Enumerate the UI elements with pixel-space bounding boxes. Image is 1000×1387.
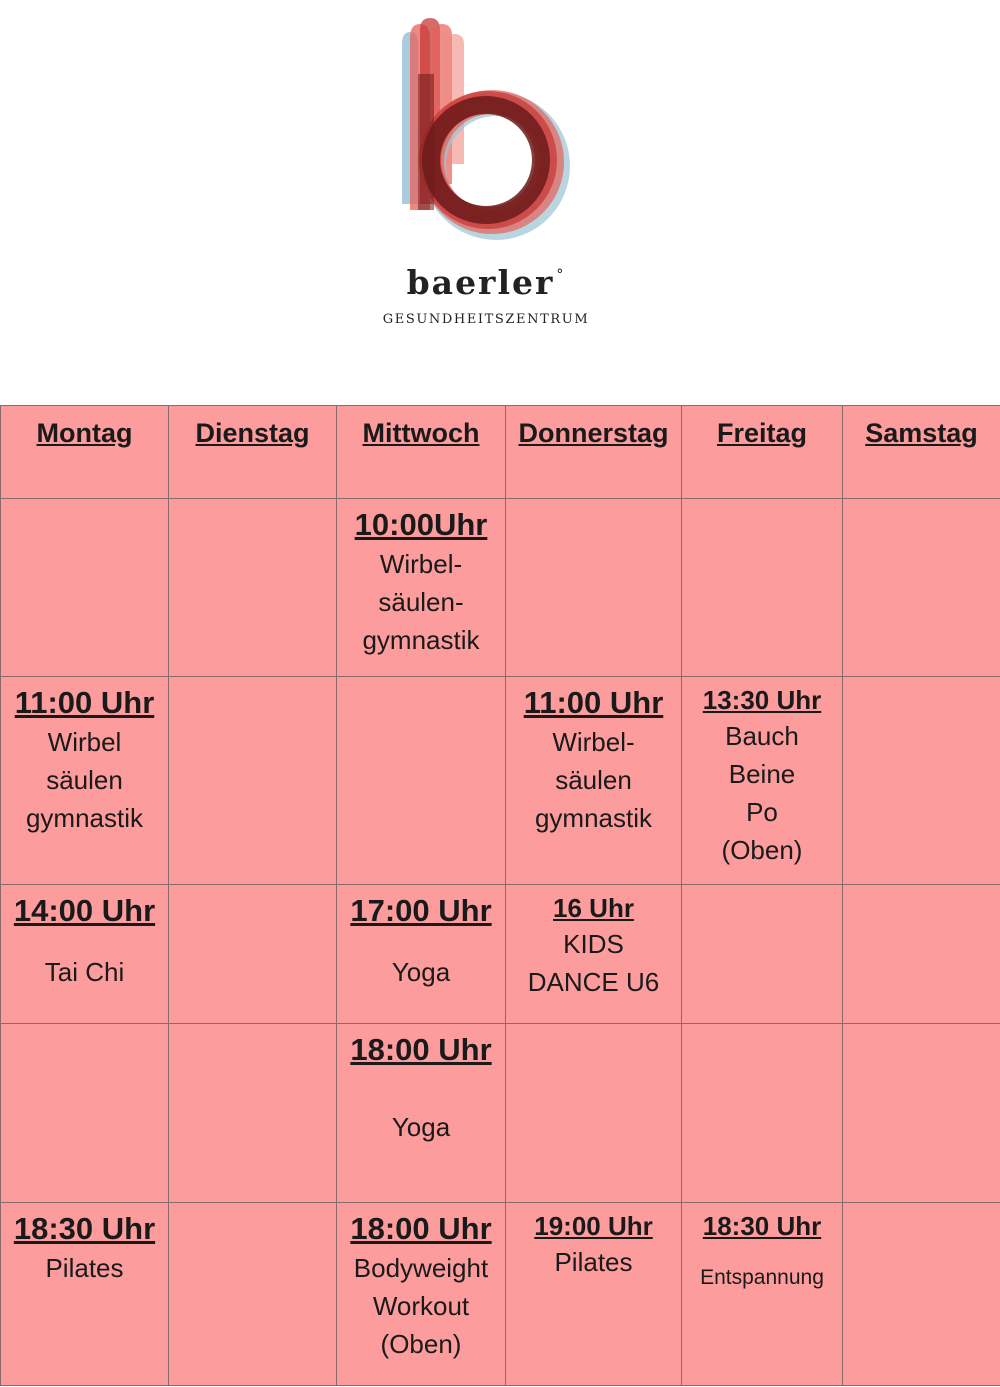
class-time: 11:00 Uhr — [14, 685, 155, 720]
schedule-cell-freitag — [682, 1203, 843, 1386]
brand-wordmark — [0, 263, 972, 302]
schedule-cell-dienstag — [169, 1024, 337, 1203]
class-name: Tai Chi — [44, 957, 125, 987]
b-ring-logo-icon — [388, 14, 574, 248]
class-time: 18:30 Uhr — [13, 1211, 156, 1246]
schedule-cell-mittwoch — [337, 1203, 506, 1386]
schedule-cell-montag — [1, 1024, 169, 1203]
schedule-cell-samstag — [843, 1024, 1000, 1203]
schedule-cell-freitag — [682, 499, 843, 677]
schedule-cell-mittwoch — [337, 885, 506, 1024]
class-name: Yoga — [391, 957, 451, 987]
schedule-cell-samstag — [843, 677, 1000, 885]
class-time: 16 Uhr — [553, 893, 634, 923]
day-header-mittwoch: Mittwoch — [337, 406, 506, 499]
day-header-samstag: Samstag — [843, 406, 1000, 499]
schedule-cell-dienstag — [169, 885, 337, 1024]
schedule-cell-donnerstag — [506, 885, 682, 1024]
day-header-montag: Montag — [1, 406, 169, 499]
schedule-cell-mittwoch — [337, 1024, 506, 1203]
schedule-cell-montag — [1, 499, 169, 677]
class-name: KIDS DANCE U6 — [527, 929, 660, 997]
schedule-cell-montag — [1, 1203, 169, 1386]
class-time: 10:00Uhr — [354, 507, 488, 542]
class-name: Wirbel- säulen- gymnastik — [362, 549, 480, 655]
schedule-cell-mittwoch — [337, 499, 506, 677]
schedule-cell-donnerstag — [506, 1203, 682, 1386]
class-name: Pilates — [554, 1247, 633, 1277]
schedule-row — [1, 1024, 1000, 1203]
day-header-freitag: Freitag — [682, 406, 843, 499]
schedule-cell-samstag — [843, 1203, 1000, 1386]
day-header-row — [1, 406, 1000, 499]
class-name: Pilates — [45, 1253, 124, 1283]
schedule-cell-dienstag — [169, 677, 337, 885]
schedule-cell-freitag — [682, 885, 843, 1024]
class-name: Bauch Beine Po (Oben) — [721, 721, 803, 865]
day-header-dienstag: Dienstag — [169, 406, 337, 499]
class-name: Wirbel säulen gymnastik — [25, 727, 144, 833]
schedule-cell-dienstag — [169, 499, 337, 677]
class-name: Wirbel- säulen gymnastik — [534, 727, 653, 833]
class-time: 18:00 Uhr — [350, 1032, 492, 1067]
schedule-cell-freitag — [682, 677, 843, 885]
schedule-cell-dienstag — [169, 1203, 337, 1386]
schedule-cell-mittwoch — [337, 677, 506, 885]
class-name: Entspannung — [700, 1266, 824, 1289]
schedule-row — [1, 1203, 1000, 1386]
schedule-cell-montag — [1, 885, 169, 1024]
class-time: 19:00 Uhr — [534, 1211, 653, 1241]
schedule-table — [0, 405, 1000, 1386]
brand-subtitle: GESUNDHEITSZENTRUM — [382, 312, 590, 327]
schedule-cell-montag — [1, 677, 169, 885]
schedule-row — [1, 677, 1000, 885]
class-time: 17:00 Uhr — [350, 893, 492, 928]
class-time: 11:00 Uhr — [523, 685, 664, 720]
schedule-cell-freitag — [682, 1024, 843, 1203]
schedule-cell-donnerstag — [506, 677, 682, 885]
class-name: Bodyweight Workout (Oben) — [353, 1253, 489, 1359]
schedule-cell-samstag — [843, 885, 1000, 1024]
class-time: 13:30 Uhr — [702, 685, 822, 715]
class-time: 14:00 Uhr — [13, 893, 156, 928]
brand-header — [0, 0, 1000, 400]
brand-mark: ° — [556, 267, 566, 283]
schedule-row — [1, 499, 1000, 677]
day-header-donnerstag: Donnerstag — [506, 406, 682, 499]
class-name: Yoga — [391, 1112, 451, 1142]
class-time: 18:30 Uhr — [702, 1211, 822, 1241]
schedule-row — [1, 885, 1000, 1024]
schedule-cell-samstag — [843, 499, 1000, 677]
schedule-cell-donnerstag — [506, 499, 682, 677]
class-time: 18:00 Uhr — [350, 1211, 492, 1246]
brand-name: baerler — [406, 263, 555, 302]
schedule-cell-donnerstag — [506, 1024, 682, 1203]
